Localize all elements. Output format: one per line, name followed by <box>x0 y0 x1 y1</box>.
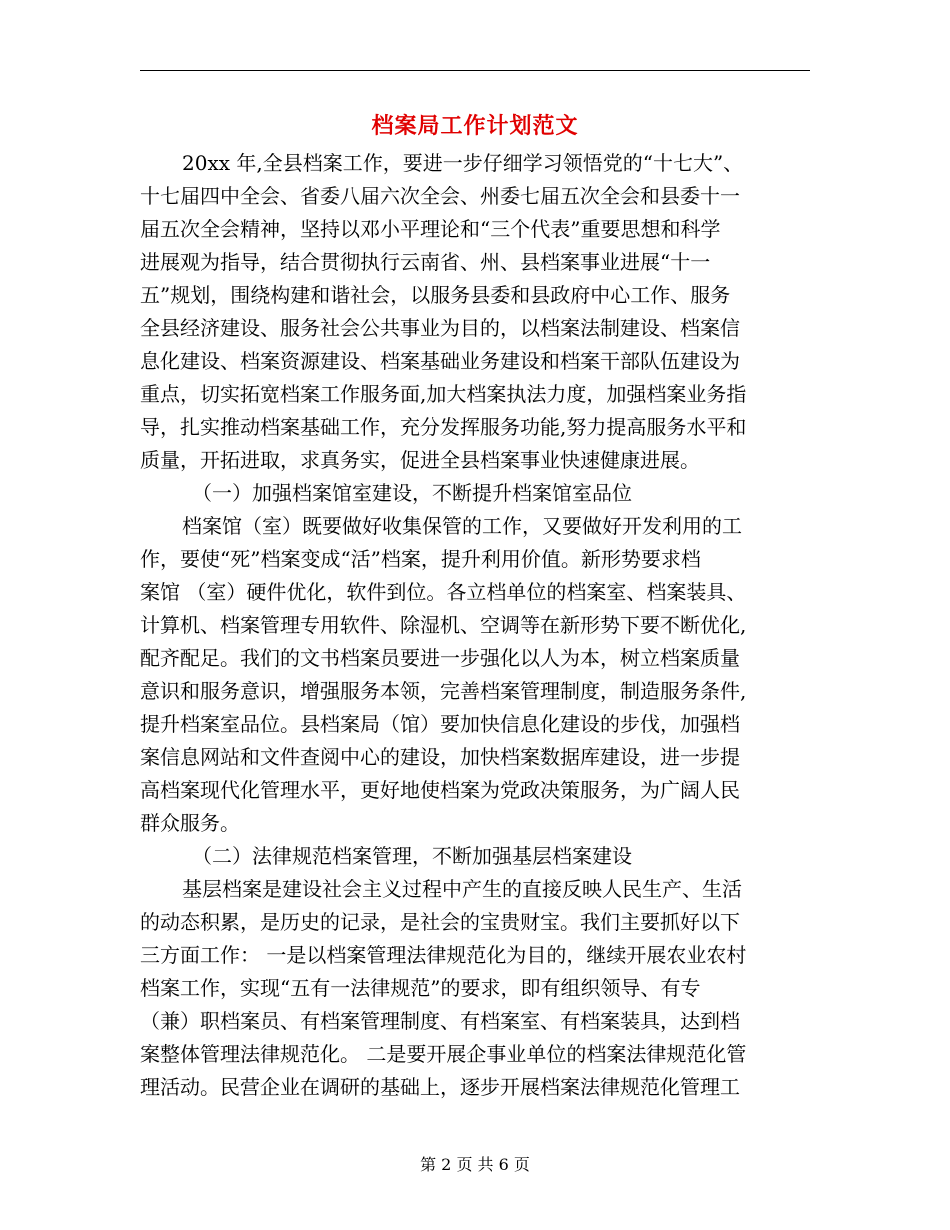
body-line: 全县经济建设、服务社会公共事业为目的，以档案法制建设、档案信 <box>140 316 740 340</box>
body-line: 案整体管理法律规范化。 二是要开展企事业单位的档案法律规范化管 <box>140 1042 747 1066</box>
document-title: 档案局工作计划范文 <box>371 113 579 139</box>
body-line: 高档案现代化管理水平，更好地使档案为党政决策服务，为广阔人民 <box>140 778 740 802</box>
body-line: 导，扎实推动档案基础工作，充分发挥服务功能,努力提高服务水平和 <box>140 415 747 439</box>
body-line: 档案馆（室）既要做好收集保管的工作，又要做好开发利用的工 <box>182 514 742 538</box>
body-line: 20xx 年,全县档案工作，要进一步仔细学习领悟党的“十七大”、 <box>182 151 744 175</box>
body-line: 作，要使“死”档案变成“活”档案，提升利用价值。新形势要求档 <box>140 547 701 571</box>
body-line: 质量，开拓进取，求真务实，促进全县档案事业快速健康进展。 <box>140 448 700 472</box>
header-rule <box>140 70 810 71</box>
body-line: 基层档案是建设社会主义过程中产生的直接反映人民生产、生活 <box>182 877 742 901</box>
body-line: （兼）职档案员、有档案管理制度、有档案室、有档案装具，达到档 <box>140 1009 740 1033</box>
body-line: 五”规划，围绕构建和谐社会，以服务县委和县政府中心工作、服务 <box>140 283 731 307</box>
body-line: 配齐配足。我们的文书档案员要进一步强化以人为本，树立档案质量 <box>140 646 740 670</box>
body-line: 计算机、档案管理专用软件、除湿机、空调等在新形势下要不断优化, <box>140 613 747 637</box>
body-line: 意识和服务意识，增强服务本领，完善档案管理制度，制造服务条件, <box>140 679 747 703</box>
body-line: 重点，切实拓宽档案工作服务面,加大档案执法力度，加强档案业务指 <box>140 382 747 406</box>
body-line: 案信息网站和文件查阅中心的建设，加快档案数据库建设，进一步提 <box>140 745 740 769</box>
body-line: 进展观为指导，结合贯彻执行云南省、州、县档案事业进展“十一 <box>140 250 711 274</box>
page-number-footer: 第 2 页 共 6 页 <box>420 1155 530 1174</box>
body-line: 理活动。民营企业在调研的基础上，逐步开展档案法律规范化管理工 <box>140 1075 740 1099</box>
body-line: 案馆 （室）硬件优化，软件到位。各立档单位的档案室、档案装具、 <box>140 580 747 604</box>
section-heading: （二）法律规范档案管理，不断加强基层档案建设 <box>192 844 632 868</box>
body-line: 届五次全会精神，坚持以邓小平理论和“三个代表”重要思想和科学 <box>140 217 721 241</box>
body-line: 十七届四中全会、省委八届六次全会、州委七届五次全会和县委十一 <box>140 184 740 208</box>
body-line: 的动态积累，是历史的记录，是社会的宝贵财宝。我们主要抓好以下 <box>140 910 740 934</box>
body-line: 提升档案室品位。县档案局（馆）要加快信息化建设的步伐，加强档 <box>140 712 740 736</box>
body-line: 档案工作，实现“五有一法律规范”的要求，即有组织领导、有专 <box>140 976 701 1000</box>
body-line: 三方面工作： 一是以档案管理法律规范化为目的，继续开展农业农村 <box>140 943 747 967</box>
body-line: 息化建设、档案资源建设、档案基础业务建设和档案干部队伍建设为 <box>140 349 740 373</box>
body-line: 群众服务。 <box>140 811 240 835</box>
section-heading: （一）加强档案馆室建设，不断提升档案馆室品位 <box>192 481 632 505</box>
